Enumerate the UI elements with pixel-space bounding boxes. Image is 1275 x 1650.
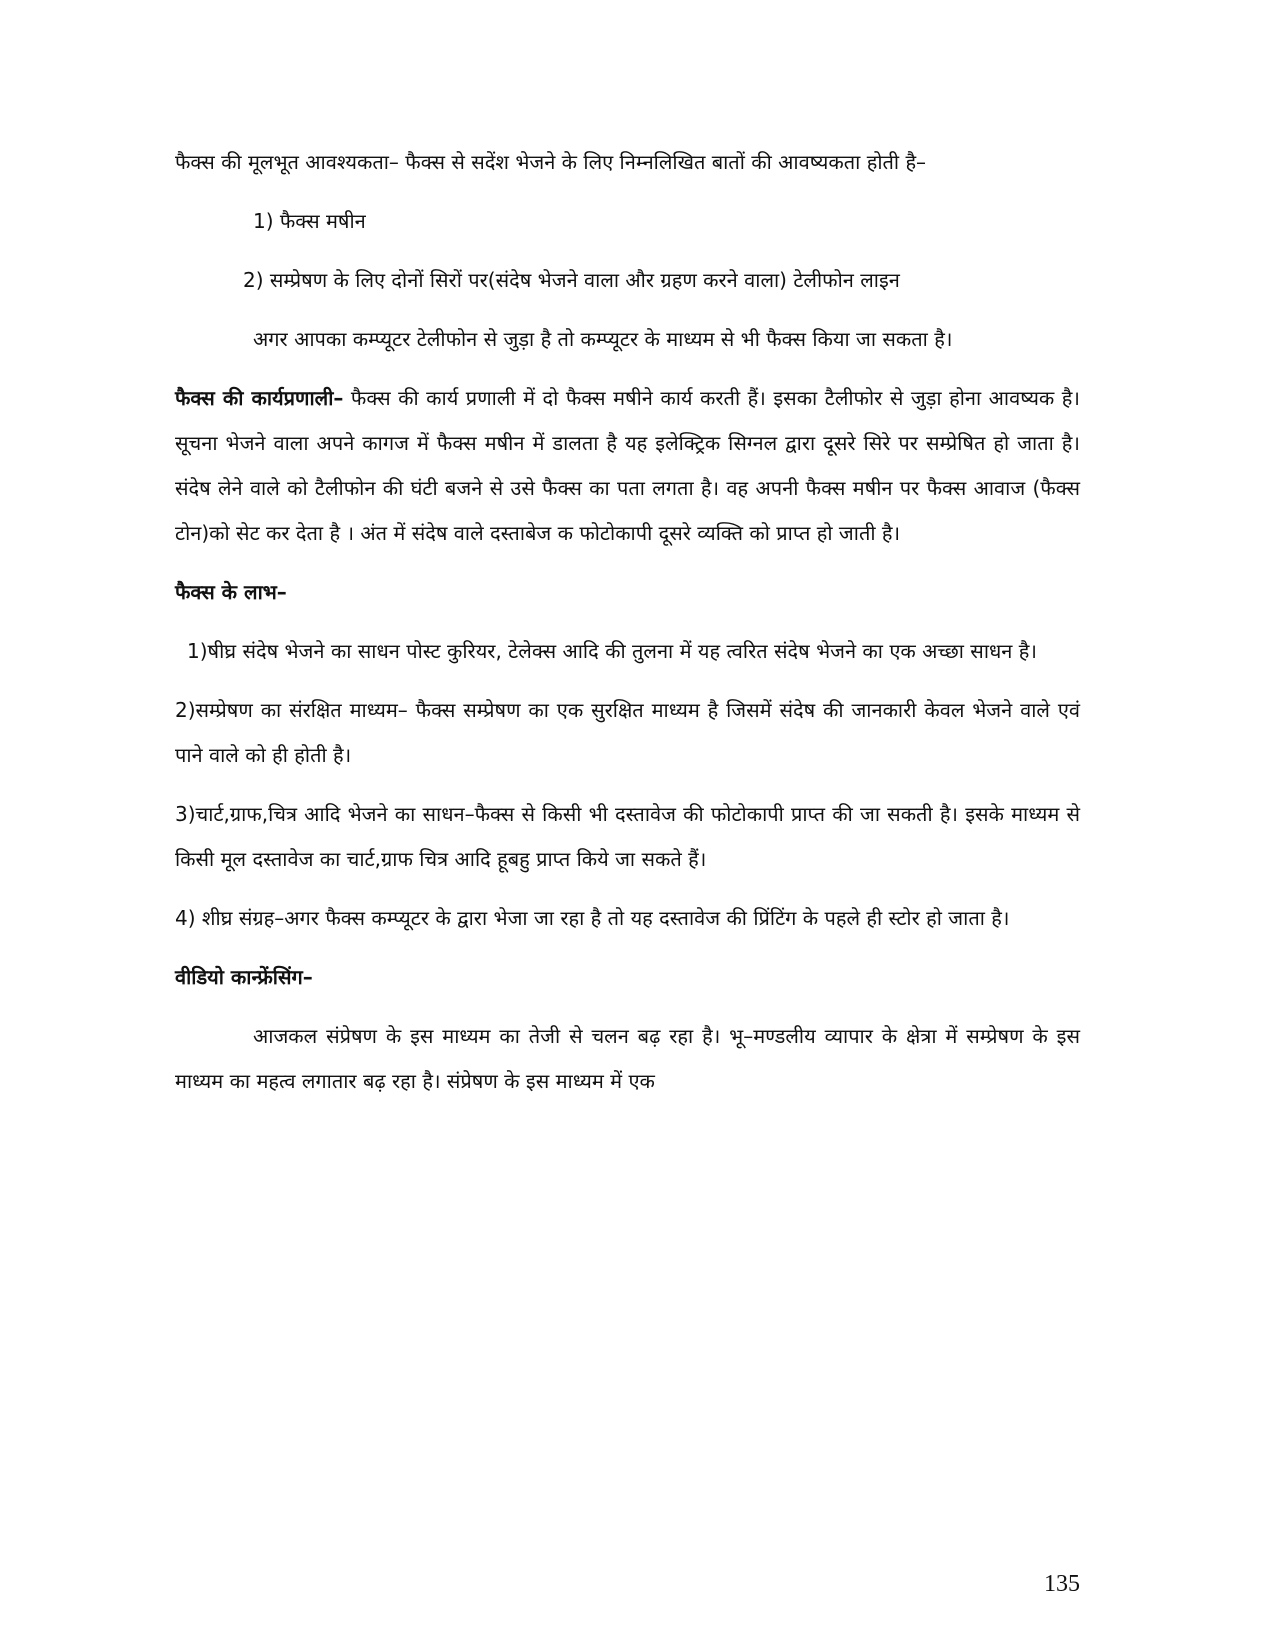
document-body — [175, 140, 1080, 1118]
paragraph-fax-working — [175, 376, 1080, 556]
list-item-fax-machine: 1) फैक्स मषीन — [253, 209, 366, 233]
fax-working-lead: फैक्स की कार्यप्रणाली– — [175, 386, 344, 410]
paragraph-fax-requirements: फैक्स की मूलभूत आवश्यकता– फैक्स से सदेंश भेजने के लिए निम्नलिखित बातों की आवष्यकता होती है– — [175, 150, 927, 174]
paragraph-computer-fax: अगर आपका कम्प्यूटर टेलीफोन से जुड़ा है तो कम्प्यूटर के माध्यम से भी फैक्स किया जा सकता है। — [253, 327, 953, 351]
benefit-item-1: 1)षीघ्र संदेष भेजने का साधन पोस्ट कुरियर, टेलेक्स आदि की तुलना में यह त्वरित संदेष भेजने का एक अच्छा साधन है। — [187, 639, 1037, 663]
benefit-item-3: 3)चार्ट,ग्राफ,चित्र आदि भेजने का साधन–फैक्स से किसी भी दस्तावेज की फोटोकापी प्राप्त की जा सकती है। इसके माध्यम से किसी मूल दस्तावेज का चार्ट,ग्राफ चित्र आदि हूबहु प्राप्त किये जा सकते हैं। — [175, 802, 1080, 871]
benefit-item-4: 4) शीघ्र संग्रह–अगर फैक्स कम्प्यूटर के द्वारा भेजा जा रहा है तो यह दस्तावेज की प्रिंटिंग के पहले ही स्टोर हो जाता है। — [175, 906, 1010, 930]
fax-working-text: फैक्स की कार्य प्रणाली में दो फैक्स मषीने कार्य करती हैं। इसका टैलीफोर से जुड़ा होना आवष्यक है। सूचना भेजने वाला अपने कागज में फैक्स मषीन में डालता है यह इलेक्ट्रिक सिग्नल द्वारा दूसरे सिरे पर सम्प्रेषित हो जाता है। संदेष लेने वाले को टैलीफोन की घंटी बजने से उसे फैक्स का पता लगता है। वह अपनी फैक्स मषीन पर फैक्स आवाज (फैक्स टोन)को सेट कर देता है । अंत में संदेष वाले दस्ताबेज क फोटोकापी दूसरे व्यक्ति को प्राप्त हो जाती है। — [175, 386, 1081, 545]
page-number: 135 — [1044, 1571, 1080, 1597]
list-item-telephone-line: 2) सम्प्रेषण के लिए दोनों सिरों पर(संदेष भेजने वाला और ग्रहण करने वाला) टेलीफोन लाइन — [243, 268, 900, 292]
heading-fax-benefits: फैक्स के लाभ– — [175, 580, 287, 604]
benefit-item-2: 2)सम्प्रेषण का संरक्षित माध्यम– फैक्स सम्प्रेषण का एक सुरक्षित माध्यम है जिसमें संदेष की जानकारी केवल भेजने वाले एवं पाने वाले को ही होती है। — [175, 698, 1080, 767]
paragraph-video-conferencing: आजकल संप्रेषण के इस माध्यम का तेजी से चलन बढ़ रहा है। भू–मण्डलीय व्यापार के क्षेत्रा में सम्प्रेषण के इस माध्यम का महत्व लगातार बढ़ रहा है। संप्रेषण के इस माध्यम में एक — [175, 1024, 1080, 1093]
heading-video-conferencing: वीडियो कान्फ्रेंसिंग– — [175, 965, 313, 989]
